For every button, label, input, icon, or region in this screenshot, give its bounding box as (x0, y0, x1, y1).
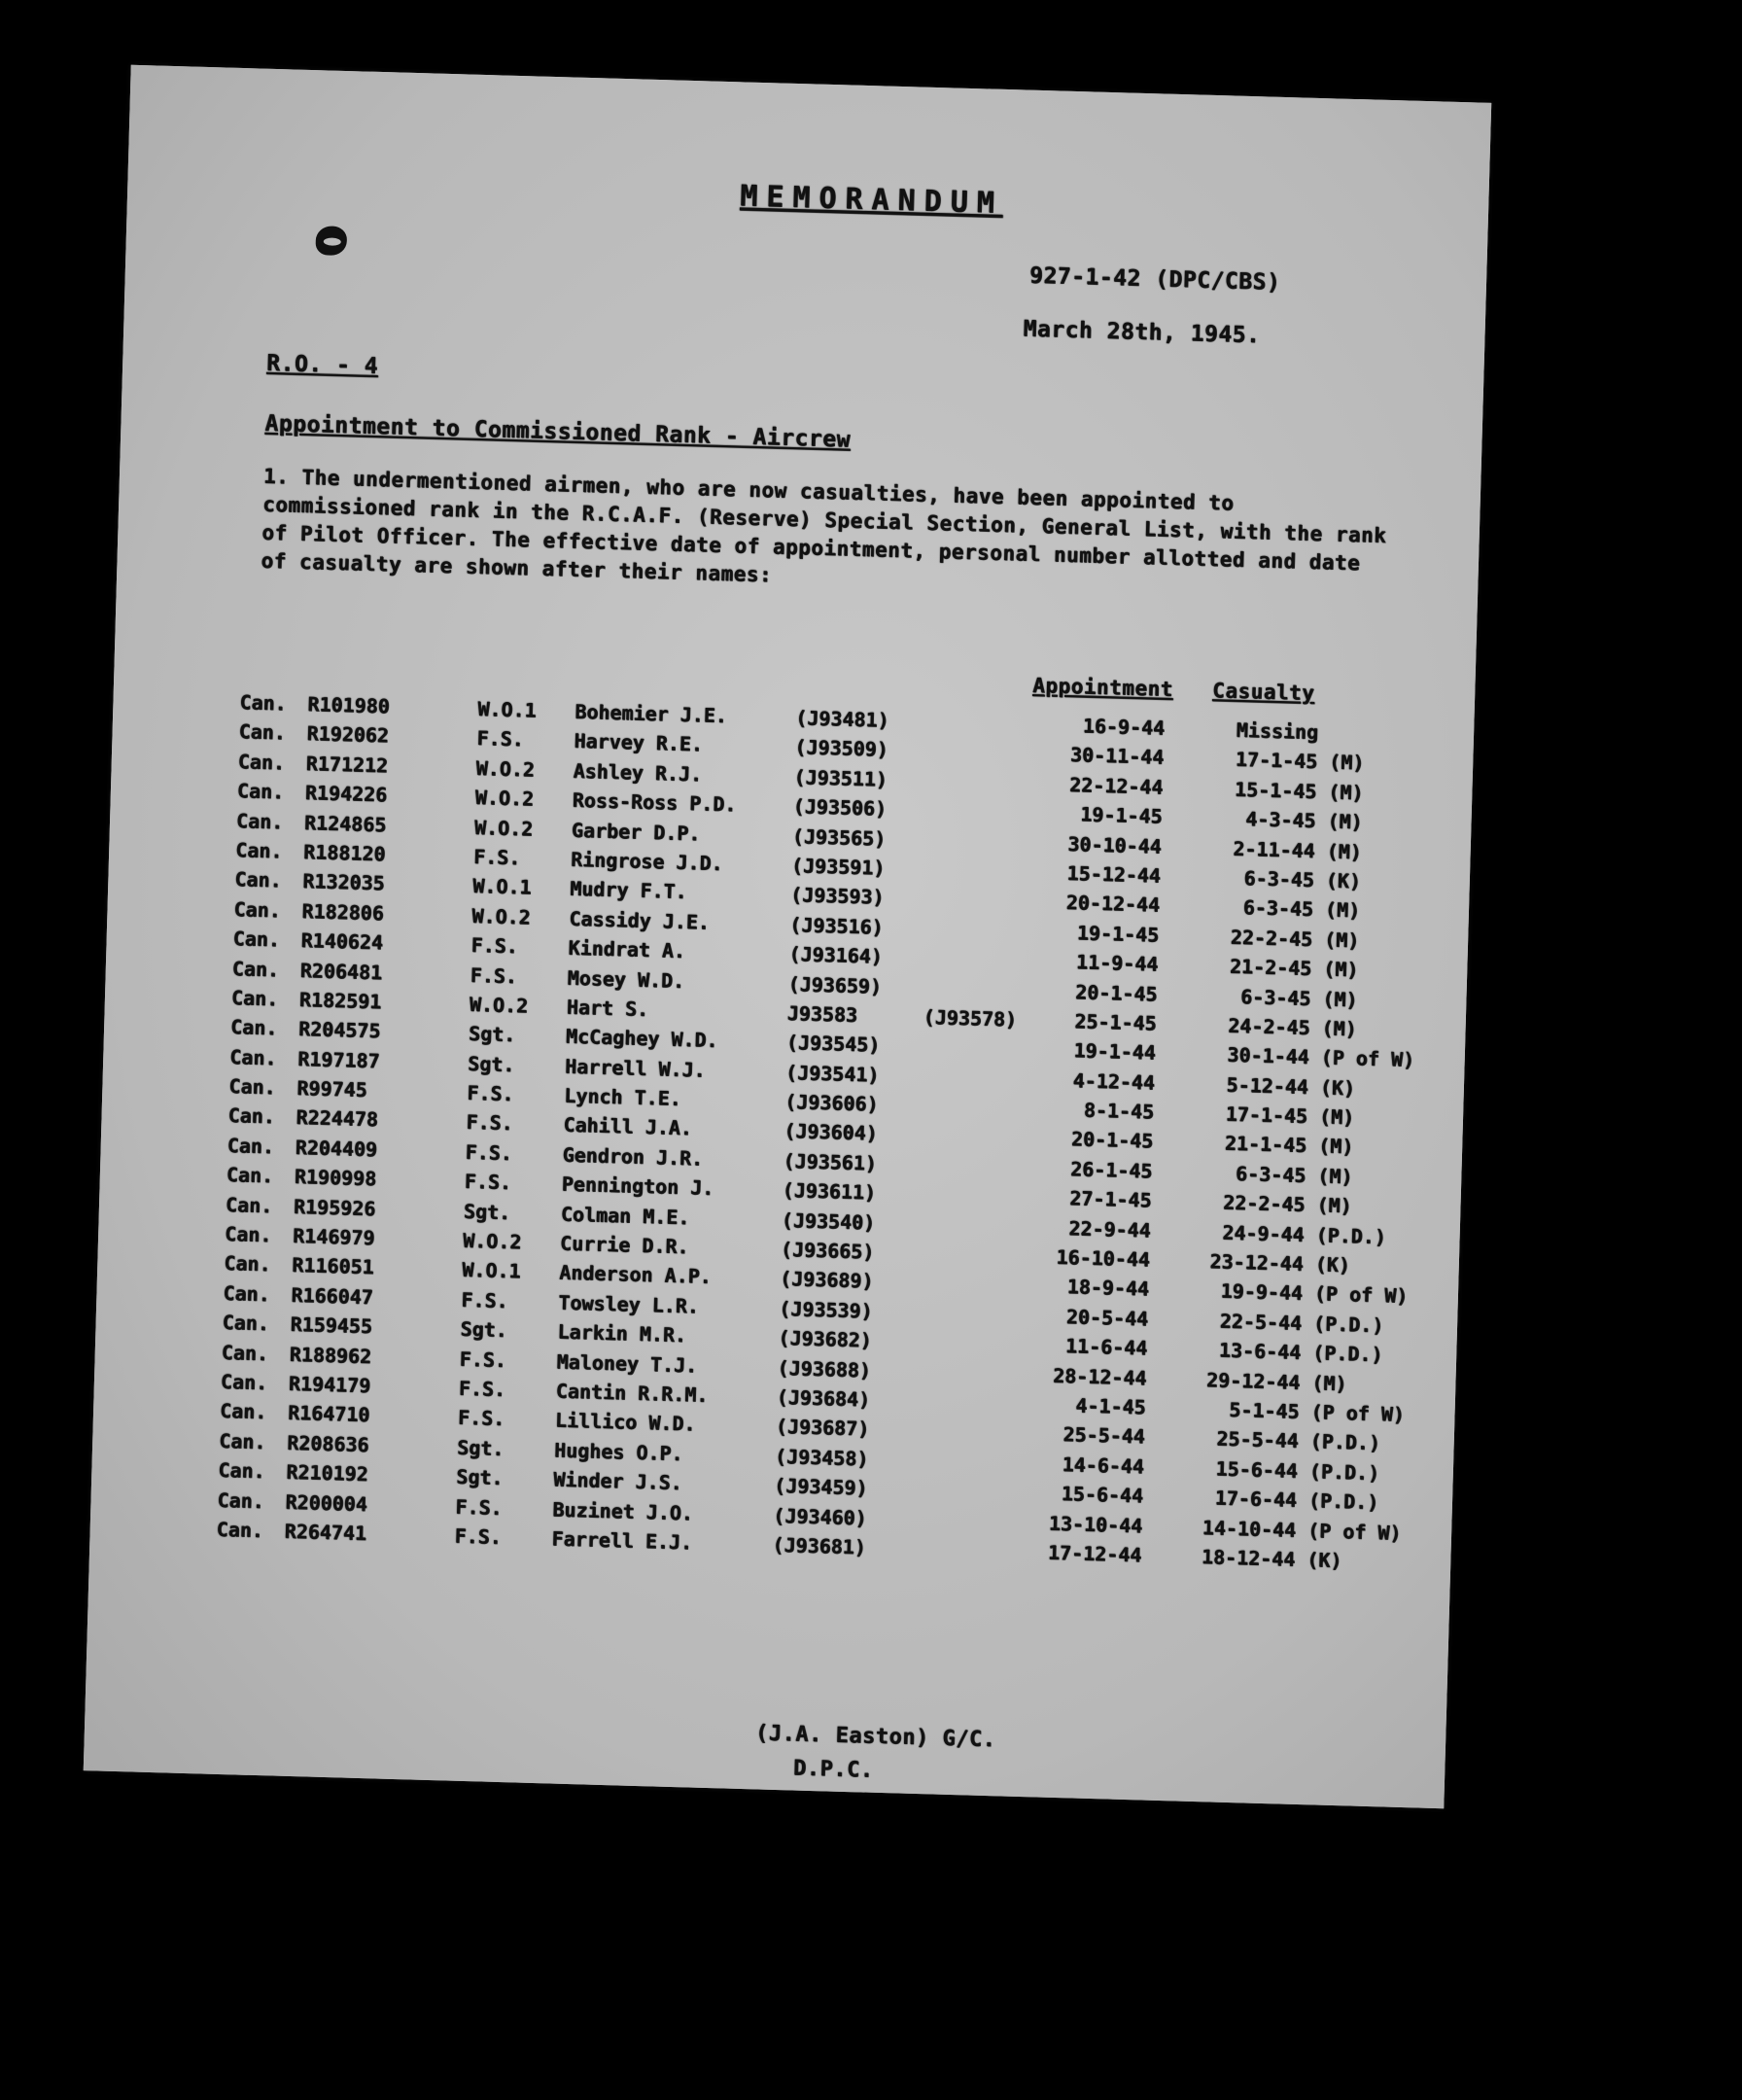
signature-title: D.P.C. (792, 1756, 874, 1783)
casualty-status: (P.D.) (1311, 1341, 1383, 1367)
rank: F.S. (470, 962, 518, 988)
rank: W.O.2 (473, 815, 534, 841)
service-number: R204575 (297, 1017, 381, 1043)
name: Ross-Ross P.D. (572, 788, 737, 817)
rank: F.S. (470, 933, 519, 959)
casualty-date: 29-12-44 (1205, 1367, 1301, 1394)
rank: Sgt. (456, 1435, 505, 1460)
appointment-date: 27-1-45 (1068, 1186, 1152, 1212)
casualty-status: (M) (1326, 839, 1363, 864)
name: Farrell E.J. (551, 1526, 693, 1555)
file-reference: 927-1-42 (DPC/CBS) (1028, 262, 1281, 296)
casualty-status: (P of W) (1313, 1281, 1409, 1309)
rank: W.O.1 (477, 697, 537, 722)
rank: W.O.1 (471, 874, 532, 899)
casualty-status: (M) (1318, 1104, 1355, 1130)
name: Hughes O.P. (553, 1438, 683, 1465)
casualty-date: 4-3-45 (1244, 807, 1316, 833)
service-number: R210192 (286, 1459, 369, 1487)
personal-number: (J93458) (774, 1444, 869, 1471)
prefix: Can. (234, 867, 282, 892)
name: Cassidy J.E. (569, 906, 711, 934)
casualty-status: (P of W) (1306, 1518, 1402, 1545)
rank: W.O.2 (462, 1228, 522, 1254)
service-number: R208636 (286, 1430, 369, 1456)
appointment-date: 16-10-44 (1056, 1244, 1151, 1272)
appointment-date: 8-1-45 (1083, 1098, 1155, 1124)
prefix: Can. (233, 896, 282, 923)
personal-number: (J93545) (785, 1031, 881, 1057)
casualty-status: (M) (1317, 1164, 1353, 1189)
appointment-date: 15-6-44 (1061, 1482, 1144, 1508)
rank: F.S. (455, 1494, 504, 1520)
personal-number: (J93606) (784, 1090, 879, 1116)
rank: W.O.2 (474, 786, 535, 811)
prefix: Can. (225, 1192, 273, 1217)
name: Garber D.P. (571, 818, 701, 846)
casualty-date: 14-10-44 (1202, 1515, 1297, 1542)
casualty-date: 5-1-45 (1229, 1397, 1300, 1423)
name: Lynch T.E. (564, 1083, 682, 1111)
service-number: R171212 (305, 751, 389, 778)
casualty-status: (M) (1328, 780, 1364, 805)
service-number: R194226 (304, 781, 388, 807)
appointment-date: 20-5-44 (1065, 1304, 1149, 1331)
service-number: R132035 (302, 869, 385, 895)
name: Anderson A.P. (558, 1261, 713, 1289)
personal-number: (J93539) (778, 1296, 873, 1323)
casualty-status: (P.D.) (1309, 1429, 1381, 1455)
casualty-status: (K) (1325, 868, 1362, 893)
prefix: Can. (222, 1311, 270, 1336)
casualty-status: (M) (1322, 957, 1359, 982)
personal-number: (J93688) (777, 1355, 872, 1382)
rank: F.S. (457, 1406, 505, 1431)
name: Currie D.R. (559, 1231, 689, 1259)
prefix: Can. (231, 956, 280, 981)
service-number: R190998 (294, 1165, 377, 1191)
rank: F.S. (466, 1110, 514, 1136)
rank: W.O.2 (471, 903, 532, 929)
service-number: R224478 (296, 1105, 379, 1132)
appointment-date: 15-12-44 (1066, 860, 1162, 888)
personal-number: (J93506) (792, 794, 888, 821)
personal-number: (J93659) (787, 971, 883, 998)
memo-title: MEMORANDUM (739, 179, 1004, 221)
rank: Sgt. (460, 1316, 508, 1343)
column-header-appointment: Appointment (1031, 673, 1174, 701)
casualty-status: (M) (1323, 928, 1360, 953)
body-paragraph: 1. The undermentioned airmen, who are now casualties, have been appointed to commissioned rank in the R.C.A.F. (Reserve) Special Section, General List, with the rank of Pilot Officer. The effective date of appointment, personal number allotted and date of casualty are shown after their names: (261, 464, 1387, 587)
hole-punch-mark (315, 226, 347, 256)
appointment-date: 14-6-44 (1062, 1452, 1145, 1479)
personal-number: (J93682) (778, 1326, 873, 1352)
appointment-date: 22-9-44 (1068, 1215, 1152, 1242)
prefix: Can. (232, 927, 281, 952)
casualty-status: (P of W) (1310, 1400, 1406, 1426)
casualty-date: 19-9-44 (1220, 1279, 1304, 1306)
prefix: Can. (224, 1221, 272, 1247)
service-number: R192062 (306, 721, 390, 748)
prefix: Can. (219, 1399, 267, 1424)
name: Towsley L.R. (558, 1290, 700, 1318)
casualty-status: (P of W) (1320, 1045, 1415, 1072)
casualty-date: 22-5-44 (1219, 1309, 1303, 1335)
personal-number: (J93460) (773, 1503, 868, 1530)
casualty-date: 2-11-44 (1233, 836, 1316, 862)
appointment-date: 4-1-45 (1075, 1393, 1146, 1419)
casualty-status: (M) (1327, 809, 1363, 834)
appointment-date: 4-12-44 (1072, 1068, 1156, 1095)
prefix: Can. (238, 719, 287, 745)
service-number: R264741 (284, 1519, 367, 1546)
personal-number: (J93516) (789, 912, 884, 939)
prefix: Can. (234, 838, 283, 863)
rank: Sgt. (463, 1199, 511, 1224)
service-number: R188962 (289, 1342, 372, 1368)
appointment-date: 30-11-44 (1069, 743, 1165, 770)
name: Pennington J. (561, 1172, 714, 1201)
appointment-date: 19-1-45 (1076, 921, 1160, 947)
appointment-date: 11-9-44 (1075, 950, 1159, 976)
rank: F.S. (458, 1376, 506, 1402)
personal-number: (J93681) (772, 1532, 867, 1559)
casualty-date: 24-2-45 (1228, 1013, 1310, 1039)
name: Mosey W.D. (567, 965, 685, 993)
prefix: Can. (224, 1251, 271, 1277)
casualty-date: 24-9-44 (1222, 1220, 1305, 1246)
rank: W.O.2 (475, 755, 536, 782)
casualty-date: 6-3-45 (1243, 866, 1315, 892)
personal-number: (J93689) (779, 1267, 874, 1294)
prefix: Can. (236, 779, 285, 804)
rank: F.S. (461, 1287, 508, 1312)
casualty-status: (M) (1311, 1370, 1347, 1395)
appointment-date: 20-1-45 (1074, 979, 1158, 1006)
name: Ringrose J.D. (570, 847, 723, 876)
rank: Sgt. (467, 1051, 515, 1076)
prefix: Can. (223, 1280, 271, 1307)
name: Buzinet J.O. (552, 1497, 694, 1525)
column-header-casualty: Casualty (1211, 679, 1315, 706)
appointment-date: 13-10-44 (1048, 1511, 1143, 1537)
rank: F.S. (454, 1523, 503, 1549)
prefix: Can. (226, 1133, 275, 1159)
service-number: R182806 (301, 898, 385, 926)
prefix: Can. (239, 690, 288, 716)
rank: F.S. (464, 1170, 512, 1195)
appointment-date: 22-12-44 (1068, 772, 1164, 799)
appointment-date: 20-1-45 (1070, 1127, 1154, 1154)
personal-number: (J93540) (781, 1208, 876, 1235)
name: Hart S. (566, 995, 649, 1021)
casualty-date: 22-2-45 (1230, 925, 1313, 951)
casualty-date: 15-1-45 (1234, 777, 1317, 803)
name: McCaghey W.D. (565, 1024, 718, 1053)
appointment-date: 11-6-44 (1064, 1334, 1148, 1360)
personal-number: (J93565) (791, 823, 887, 851)
service-number: R101980 (307, 692, 391, 718)
personal-number: (J93481) (794, 706, 889, 732)
casualty-status: (M) (1328, 750, 1365, 775)
casualty-date: 18-12-44 (1201, 1545, 1296, 1571)
prefix: Can. (220, 1369, 268, 1395)
name: Ashley R.J. (573, 758, 703, 787)
rank: Sgt. (468, 1022, 516, 1047)
prefix: Can. (226, 1163, 274, 1188)
service-number: R182591 (298, 987, 382, 1014)
prefix: Can. (235, 808, 284, 834)
rank: F.S. (476, 726, 525, 752)
personal-number: (J93541) (784, 1060, 880, 1087)
personal-number: (J93164) (788, 942, 884, 968)
casualty-status: (K) (1314, 1252, 1351, 1278)
prefix: Can. (227, 1103, 276, 1129)
alternate-number: (J93578) (923, 1004, 1018, 1032)
personal-number: (J93687) (775, 1415, 870, 1441)
rank: W.O.2 (469, 992, 529, 1018)
subject-line: Appointment to Commissioned Rank - Aircrew (264, 410, 852, 453)
casualty-date: 21-2-45 (1229, 954, 1312, 981)
personal-number: (J93684) (776, 1384, 871, 1412)
service-number: R206481 (299, 958, 383, 984)
appointment-date: 18-9-44 (1066, 1275, 1150, 1301)
service-number: R188120 (302, 840, 386, 866)
name: Gendron J.R. (562, 1142, 704, 1171)
memo-date: March 28th, 1945. (1023, 316, 1261, 349)
name: Harrell W.J. (564, 1054, 706, 1082)
appointment-date: 16-9-44 (1082, 714, 1166, 740)
personal-number: (J93459) (773, 1473, 868, 1500)
memorandum-page (84, 65, 1491, 1808)
casualty-date: Missing (1236, 718, 1319, 745)
name: Colman M.E. (560, 1202, 690, 1229)
appointment-date: 25-1-45 (1074, 1009, 1157, 1035)
appointment-date: 19-1-44 (1073, 1038, 1157, 1065)
name: Lillico W.D. (554, 1408, 696, 1436)
casualty-date: 17-6-44 (1214, 1486, 1298, 1513)
name: Mudry F.T. (569, 877, 688, 904)
prefix: Can. (218, 1428, 266, 1453)
casualty-date: 15-6-44 (1215, 1456, 1299, 1483)
casualty-date: 30-1-44 (1227, 1042, 1310, 1069)
service-number: R204409 (295, 1135, 378, 1162)
personal-number: (J93611) (782, 1178, 877, 1205)
appointment-date: 20-12-44 (1065, 891, 1161, 918)
casualty-status: (K) (1319, 1075, 1356, 1101)
casualty-date: 23-12-44 (1209, 1249, 1305, 1276)
name: Larkin M.R. (557, 1319, 687, 1348)
appointment-date: 28-12-44 (1052, 1363, 1147, 1390)
casualty-date: 22-2-45 (1222, 1190, 1306, 1217)
prefix: Can. (217, 1488, 265, 1513)
service-number: R197187 (296, 1046, 380, 1073)
casualty-date: 17-1-45 (1235, 748, 1318, 774)
service-number: R146979 (292, 1223, 375, 1250)
name: Winder J.S. (552, 1467, 683, 1495)
casualty-status: (P.D.) (1307, 1488, 1379, 1515)
casualty-status: (K) (1306, 1548, 1342, 1573)
personal-number: (J93604) (784, 1119, 879, 1146)
casualty-status: (P.D.) (1308, 1458, 1380, 1485)
casualty-date: 5-12-44 (1226, 1072, 1309, 1099)
casualty-date: 6-3-45 (1239, 984, 1311, 1010)
service-number: R116051 (292, 1253, 374, 1279)
personal-number: (J93509) (794, 735, 889, 762)
casualty-status: (M) (1316, 1193, 1352, 1218)
service-number: R194179 (288, 1371, 371, 1398)
rank: Sgt. (456, 1464, 504, 1490)
casualty-status: (M) (1322, 986, 1358, 1011)
service-number: R124865 (303, 810, 387, 836)
personal-number: (J93591) (790, 854, 886, 880)
appointment-date: 19-1-45 (1080, 802, 1163, 828)
appointment-date: 30-10-44 (1067, 831, 1163, 858)
casualty-status: (M) (1324, 897, 1361, 923)
name: Bohemier J.E. (575, 699, 728, 728)
personal-number: (J93511) (793, 764, 888, 791)
prefix: Can. (230, 985, 279, 1011)
appointment-date: 25-5-44 (1063, 1422, 1146, 1449)
prefix: Can. (221, 1340, 269, 1365)
prefix: Can. (237, 749, 286, 775)
service-number: R195926 (293, 1194, 376, 1220)
rank: W.O.1 (461, 1258, 521, 1283)
name: Cantin R.R.M. (555, 1379, 709, 1407)
rank: F.S. (459, 1347, 507, 1372)
personal-number: (J93561) (783, 1148, 878, 1175)
casualty-status: (P.D.) (1315, 1222, 1387, 1248)
service-number: R99745 (296, 1076, 368, 1102)
casualty-status: (P.D.) (1312, 1312, 1384, 1338)
prefix: Can. (229, 1044, 277, 1070)
casualty-date: 13-6-44 (1218, 1338, 1302, 1365)
prefix: Can. (228, 1074, 276, 1100)
name: Cahill J.A. (563, 1113, 693, 1140)
prefix: Can. (229, 1015, 278, 1040)
addressee: R.O. - 4 (265, 350, 379, 380)
appointment-date: 17-12-44 (1047, 1540, 1142, 1567)
casualty-status: (M) (1317, 1134, 1354, 1159)
name: Harvey R.E. (574, 729, 704, 756)
service-number: R200004 (285, 1489, 368, 1516)
casualty-date: 17-1-45 (1225, 1102, 1308, 1129)
appointment-date: 26-1-45 (1069, 1157, 1153, 1183)
service-number: R166047 (291, 1282, 374, 1310)
casualty-date: 21-1-45 (1224, 1132, 1307, 1158)
prefix: Can. (218, 1458, 265, 1484)
casualty-status: (M) (1321, 1016, 1358, 1041)
personal-number: (J93593) (789, 883, 885, 910)
personal-number: J93583 (786, 1000, 858, 1027)
name: Maloney T.J. (556, 1349, 698, 1378)
rank: F.S. (467, 1080, 514, 1106)
name: Kindrat A. (568, 935, 686, 963)
service-number: R159455 (290, 1312, 373, 1339)
casualty-date: 25-5-44 (1216, 1426, 1300, 1453)
casualty-date: 6-3-45 (1235, 1161, 1306, 1187)
prefix: Can. (216, 1517, 264, 1543)
rank: F.S. (472, 844, 521, 870)
personal-number: (J93665) (780, 1237, 875, 1264)
service-number: R164710 (287, 1401, 370, 1427)
service-number: R140624 (300, 928, 384, 955)
rank: F.S. (465, 1139, 513, 1166)
signature-name: (J.A. Easton) G/C. (754, 1721, 996, 1753)
casualty-date: 6-3-45 (1242, 895, 1314, 922)
